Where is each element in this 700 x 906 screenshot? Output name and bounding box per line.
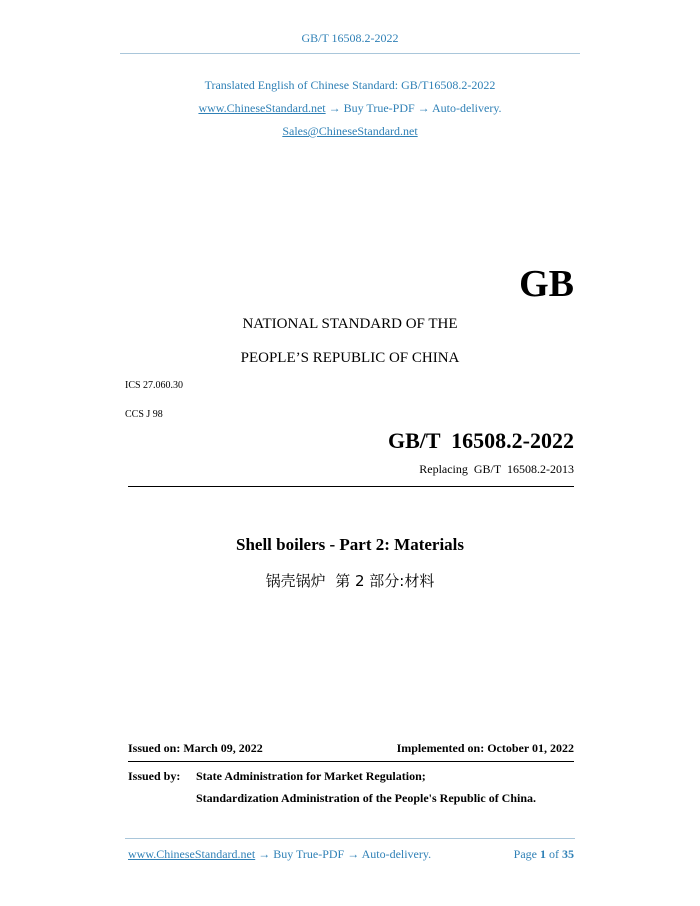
footer-divider [125,838,575,839]
purchase-text: → Buy True-PDF → Auto-delivery. [325,101,502,115]
ccs-code: CCS J 98 [125,409,163,420]
email-line [0,124,700,139]
implemented-on-date: Implemented on: October 01, 2022 [396,741,574,755]
footer-purchase-line [128,847,431,862]
ics-code: ICS 27.060.30 [125,380,184,391]
issued-by-label: Issued by: [128,769,181,783]
standard-title-english: Shell boilers - Part 2: Materials [235,535,465,554]
page-of: of [549,847,559,861]
page-number [514,847,574,862]
national-standard-line-2: PEOPLE’S REPUBLIC OF CHINA [240,350,460,366]
header-divider [120,53,580,54]
purchase-line [0,101,700,116]
standard-number: GB/T 16508.2-2022 [387,428,574,453]
page-current: 1 [540,847,546,861]
translated-notice: Translated English of Chinese Standard: GB/T16508.2-2022 [204,78,496,92]
running-header-title: GB/T 16508.2-2022 [301,31,399,45]
footer-site-link[interactable]: www.ChineseStandard.net [128,847,256,861]
national-standard-line-1: NATIONAL STANDARD OF THE [242,316,458,332]
email-link[interactable]: Sales@ChineseStandard.net [282,124,418,138]
gb-logo: GB [519,263,574,305]
issuer-line-1: State Administration for Market Regulation; [196,769,426,783]
dates-divider [128,761,574,762]
title-divider [128,486,574,487]
issuer-line-2: Standardization Administration of the People's Republic of China. [196,791,537,805]
site-link[interactable]: www.ChineseStandard.net [198,101,326,115]
page-label: Page [513,847,537,861]
page-total: 35 [562,847,574,861]
issued-on-date: Issued on: March 09, 2022 [128,741,263,755]
standard-title-chinese: 锅壳锅炉 第 2 部分:材料 [265,572,435,590]
replacing-note: Replacing GB/T 16508.2-2013 [419,462,574,476]
footer-purchase-text: → Buy True-PDF → Auto-delivery. [255,847,432,861]
